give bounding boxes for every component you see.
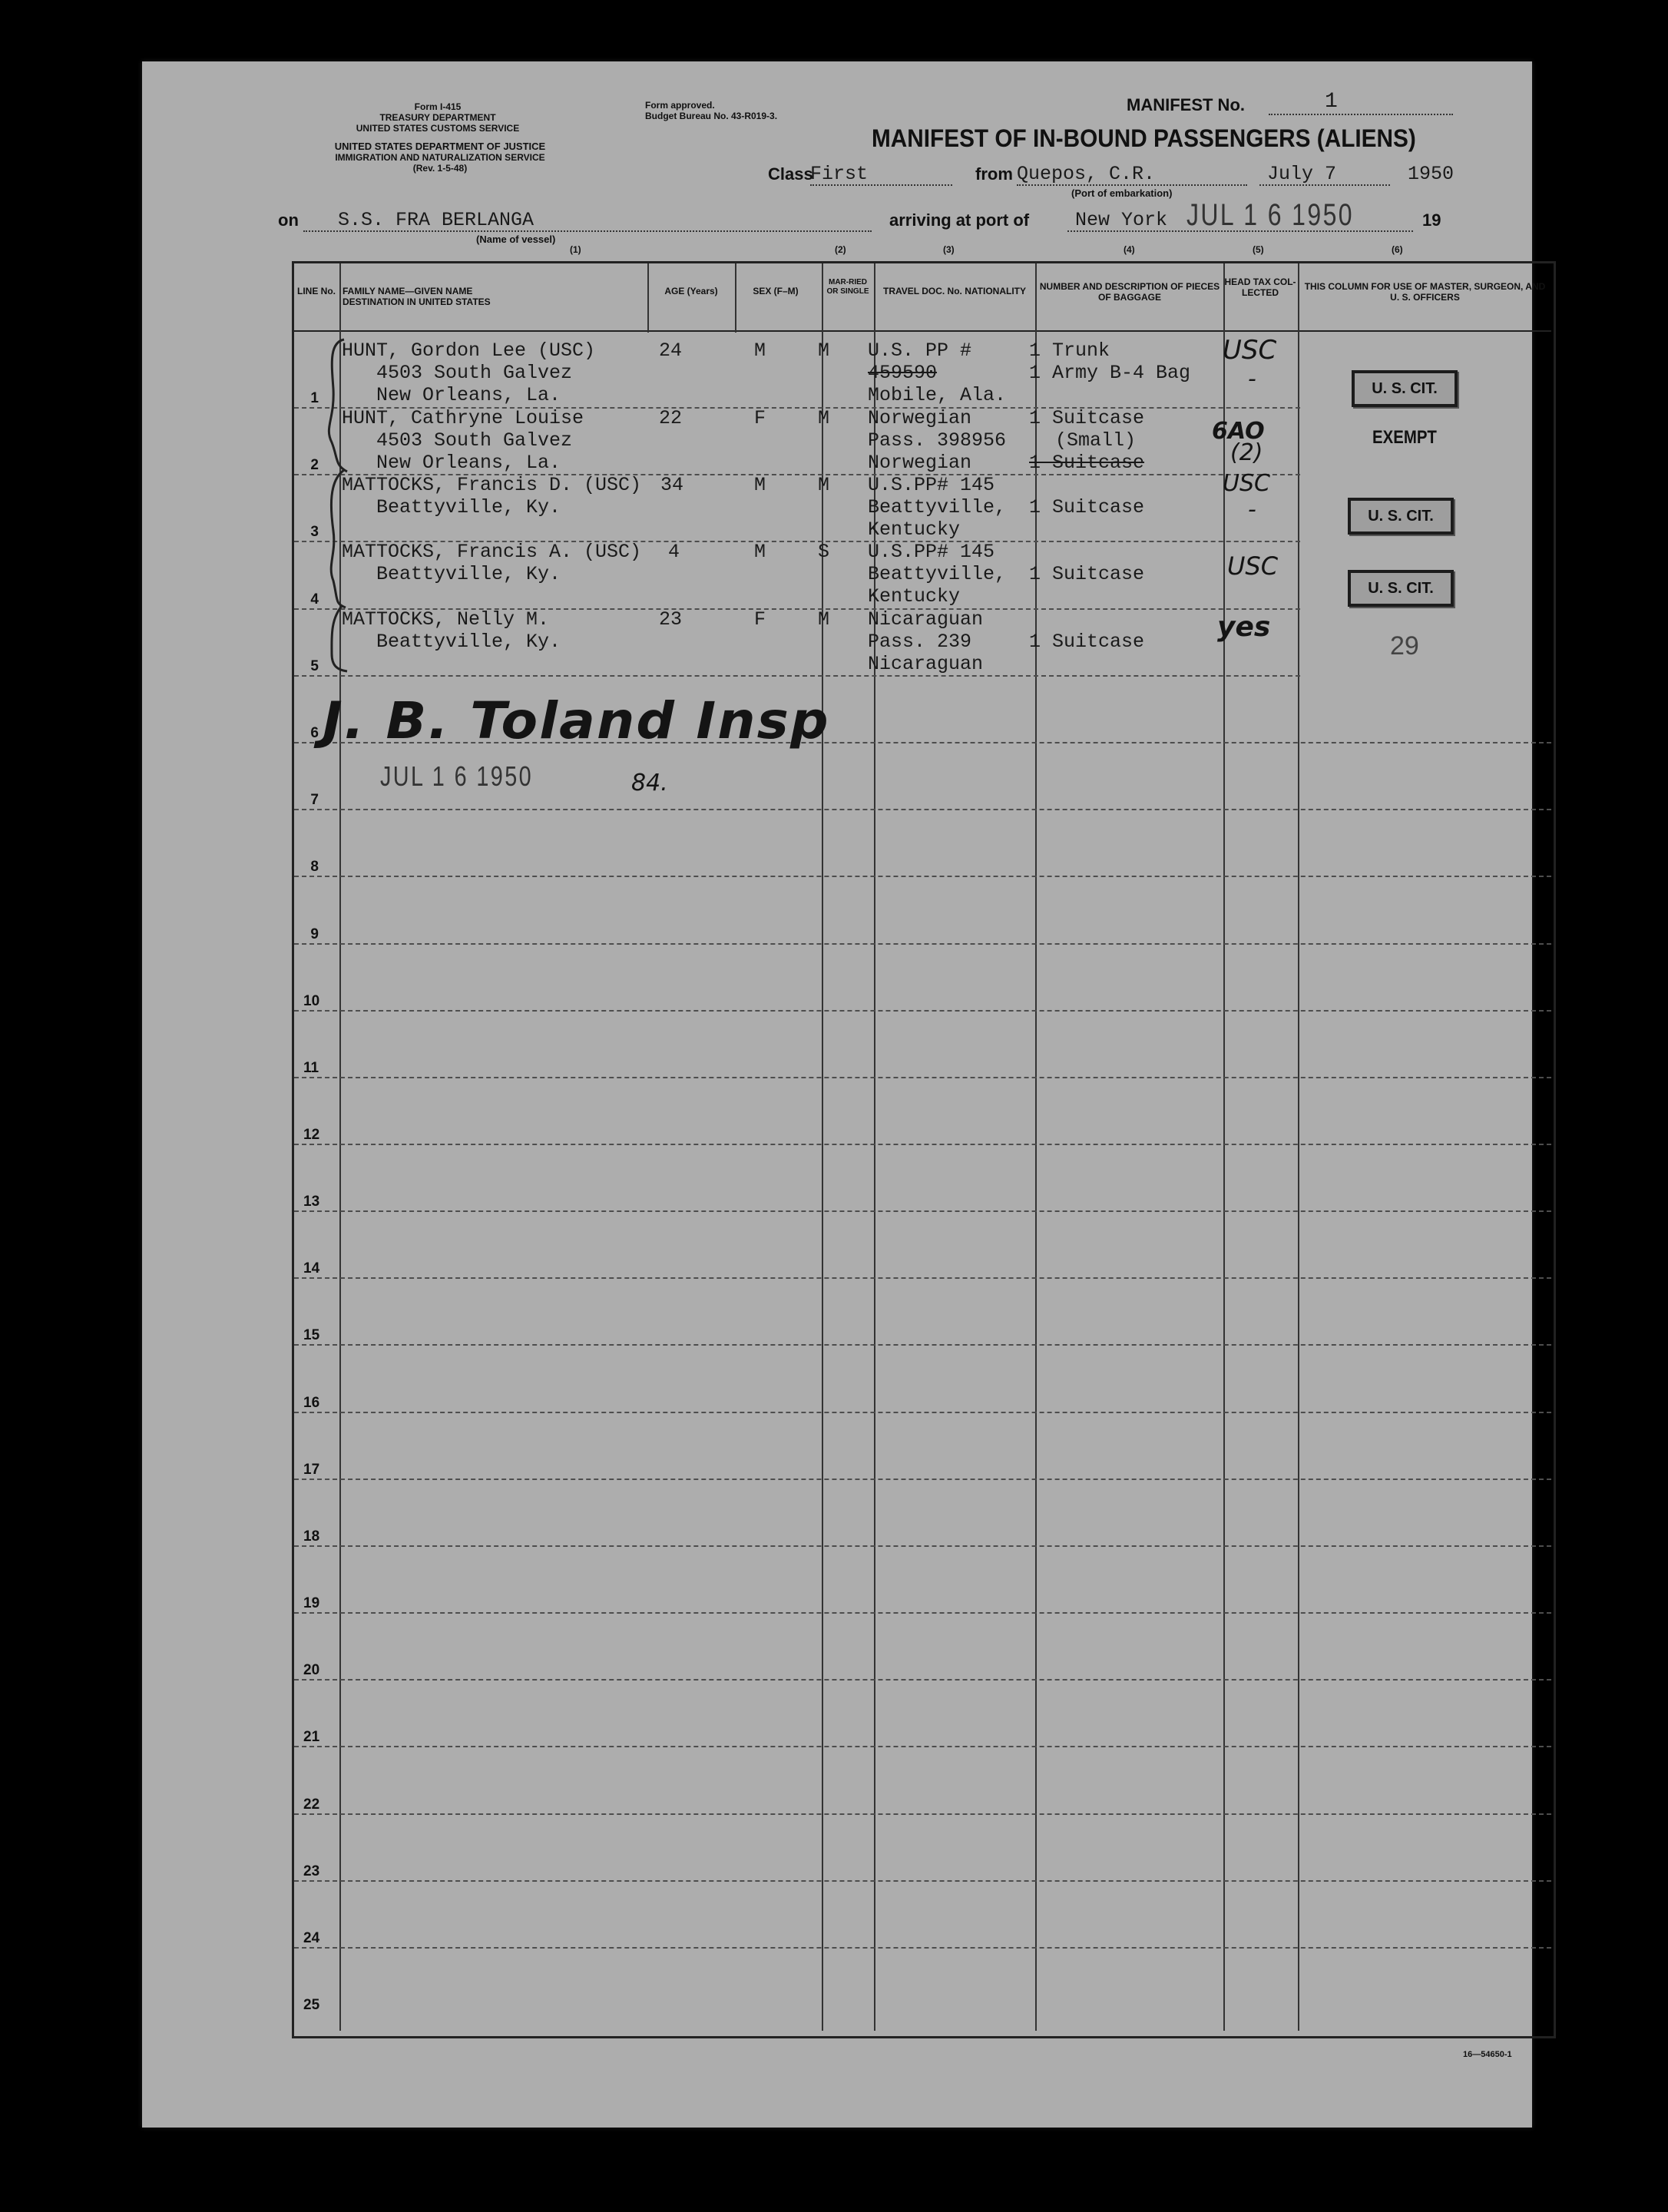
col-num-3: (3) [943, 244, 955, 255]
passenger-married: M [818, 474, 830, 496]
row-rule-13 [294, 1210, 1551, 1212]
year-prefix: 19 [1422, 210, 1441, 230]
line-number: 16 [303, 1395, 320, 1411]
class-value: First [810, 163, 869, 185]
page-title: MANIFEST OF IN-BOUND PASSENGERS (ALIENS) [872, 124, 1416, 152]
on-label: on [278, 210, 299, 230]
manifest-label: MANIFEST No. [1127, 95, 1245, 114]
passenger-sex: M [754, 541, 766, 563]
baggage: (Small) [1055, 429, 1137, 452]
row-rule-15 [294, 1344, 1551, 1346]
inspector-initials: 84. [631, 770, 668, 796]
row-rule-21 [294, 1746, 1551, 1747]
col-rule-age [735, 263, 736, 333]
line-number: 2 [310, 457, 319, 473]
passenger-address: Beattyville, Ky. [376, 496, 561, 518]
passenger-address: Beattyville, Ky. [376, 631, 561, 653]
head-tax-mark: (2) [1230, 439, 1263, 466]
baggage: 1 Suitcase [1029, 407, 1145, 429]
class-line [810, 184, 952, 186]
travel-doc: Mobile, Ala. [868, 384, 1007, 406]
col-rule-baggage [1223, 263, 1225, 2031]
baggage: 1 Suitcase [1029, 496, 1145, 518]
passenger-age: 4 [668, 541, 680, 563]
col-header-married: MAR-RIED OR SINGLE [826, 278, 869, 296]
col-num-6: (6) [1392, 244, 1403, 255]
passenger-sex: F [754, 407, 766, 429]
passenger-married: M [818, 339, 830, 362]
row-rule-20 [294, 1679, 1551, 1681]
manifest-no-line [1269, 114, 1453, 115]
line-number: 24 [303, 1930, 320, 1946]
from-label: from [975, 164, 1013, 184]
col-rule-tax [1298, 263, 1299, 2031]
head-tax: 6AO [1212, 418, 1265, 445]
line-number: 9 [310, 926, 319, 942]
row-rule-8 [294, 876, 1551, 877]
row-rule-17 [294, 1479, 1551, 1480]
head-tax: USC [1223, 470, 1270, 497]
head-tax-mark: - [1248, 366, 1256, 392]
line-number: 14 [303, 1260, 320, 1277]
col-header-travel-doc: TRAVEL DOC. No. NATIONALITY [883, 286, 1026, 296]
passenger-name: HUNT, Gordon Lee (USC) [342, 339, 596, 362]
line-number: 4 [310, 591, 319, 608]
port-caption: (Port of embarkation) [1071, 187, 1173, 199]
col-num-2: (2) [835, 244, 846, 255]
baggage: 1 Suitcase [1029, 563, 1145, 585]
row-rule-18 [294, 1545, 1551, 1547]
line-number: 3 [310, 524, 319, 540]
passenger-name: MATTOCKS, Francis D. (USC) [342, 474, 642, 496]
passenger-address: New Orleans, La. [376, 452, 561, 474]
line-number: 11 [303, 1060, 319, 1076]
travel-doc: Norwegian [868, 407, 972, 429]
passenger-age: 23 [659, 608, 683, 631]
travel-doc: Beattyville, [868, 563, 1007, 585]
travel-doc: U.S.PP# 145 [868, 541, 995, 563]
port-of-embarkation: Quepos, C.R. [1017, 163, 1156, 185]
passenger-address: 4503 South Galvez [376, 362, 573, 384]
row-rule-24 [294, 1947, 1551, 1949]
row-rule-5 [294, 675, 1300, 677]
col-rule-doc [1035, 263, 1037, 2031]
col-num-1: (1) [570, 244, 581, 255]
baggage: 1 Suitcase [1029, 452, 1145, 474]
col-header-baggage: NUMBER AND DESCRIPTION OF PIECES OF BAGGAGE [1039, 281, 1220, 303]
passenger-sex: M [754, 339, 766, 362]
col-rule-name [647, 263, 649, 333]
row-rule-7 [294, 809, 1551, 810]
line-number: 6 [310, 725, 319, 741]
passenger-age: 22 [659, 407, 683, 429]
vessel-name: S.S. FRA BERLANGA [338, 209, 534, 231]
line-number: 19 [303, 1595, 320, 1611]
officer-stamp: U. S. CIT. [1348, 570, 1454, 607]
head-tax: USC [1227, 551, 1279, 581]
arrival-date-stamp: JUL 1 6 1950 [1186, 198, 1354, 232]
officer-exempt-stamp: EXEMPT [1372, 427, 1437, 448]
inspection-date-stamp: JUL 1 6 1950 [380, 760, 534, 792]
line-number: 22 [303, 1796, 320, 1813]
line-number: 1 [310, 390, 319, 406]
passenger-sex: M [754, 474, 766, 496]
line-number: 13 [303, 1194, 320, 1210]
passenger-age: 24 [659, 339, 683, 362]
col-header-line-no: LINE No. [297, 286, 336, 296]
travel-doc: Kentucky [868, 518, 961, 541]
travel-doc: U.S. PP # [868, 339, 972, 362]
header-rule [294, 330, 1551, 332]
head-tax: USC [1223, 335, 1277, 366]
manifest-number: 1 [1325, 90, 1338, 114]
line-number: 10 [303, 993, 320, 1009]
travel-doc: U.S.PP# 145 [868, 474, 995, 496]
line-number: 5 [310, 658, 319, 674]
col-header-sex: SEX (F–M) [753, 286, 799, 296]
row-rule-23 [294, 1880, 1551, 1882]
row-rule-16 [294, 1412, 1551, 1413]
arrival-line [1067, 230, 1413, 232]
embark-year: 1950 [1408, 163, 1455, 185]
passenger-married: S [818, 541, 830, 563]
line-number: 25 [303, 1997, 320, 2013]
baggage: 1 Suitcase [1029, 631, 1145, 653]
inspector-signature: J. B. Toland Insp [323, 691, 830, 750]
passenger-name: HUNT, Cathryne Louise [342, 407, 584, 429]
line-number: 12 [303, 1127, 320, 1143]
row-rule-9 [294, 943, 1551, 945]
form-approved: Form approved. Budget Bureau No. 43-R019-3. [645, 100, 778, 121]
passenger-address: New Orleans, La. [376, 384, 561, 406]
arriving-label: arriving at port of [889, 210, 1030, 230]
col-num-4: (4) [1124, 244, 1135, 255]
form-info: Form I-415 TREASURY DEPARTMENT UNITED STATES CUSTOMS SERVICE [356, 101, 520, 134]
row-rule-11 [294, 1077, 1551, 1078]
passenger-address: Beattyville, Ky. [376, 563, 561, 585]
travel-doc: Nicaraguan [868, 653, 984, 675]
head-tax: yes [1217, 611, 1271, 643]
travel-doc: Kentucky [868, 585, 961, 608]
vessel-caption: (Name of vessel) [476, 233, 556, 245]
vessel-line [303, 230, 872, 232]
line-number: 17 [303, 1462, 320, 1478]
passenger-married: M [818, 608, 830, 631]
arrival-port: New York [1075, 209, 1168, 231]
row-rule-19 [294, 1612, 1551, 1614]
officer-stamp: U. S. CIT. [1352, 370, 1458, 407]
line-number: 15 [303, 1327, 320, 1343]
port-line [1017, 184, 1247, 186]
line-number: 18 [303, 1528, 320, 1545]
passenger-name: MATTOCKS, Francis A. (USC) [342, 541, 642, 563]
baggage: 1 Army B-4 Bag [1029, 362, 1191, 384]
line-number: 23 [303, 1863, 320, 1879]
row-rule-12 [294, 1144, 1551, 1145]
travel-doc: Beattyville, [868, 496, 1007, 518]
travel-doc: 459590 [868, 362, 938, 384]
col-rule-sex [822, 263, 823, 2031]
date-line [1259, 184, 1390, 186]
col-header-officers: THIS COLUMN FOR USE OF MASTER, SURGEON, AND U. S. OFFICERS [1304, 281, 1546, 303]
passenger-age: 34 [660, 474, 684, 496]
line-number: 7 [310, 792, 319, 808]
officer-stamp: U. S. CIT. [1348, 498, 1454, 535]
passenger-address: 4503 South Galvez [376, 429, 573, 452]
baggage: 1 Trunk [1029, 339, 1110, 362]
col-num-5: (5) [1253, 244, 1264, 255]
col-header-age: AGE (Years) [664, 286, 718, 296]
footer-form-code: 16—54650-1 [1463, 2050, 1512, 2059]
col-header-head-tax: HEAD TAX COL-LECTED [1224, 276, 1296, 298]
col-header-name: FAMILY NAME—GIVEN NAME DESTINATION IN UNITED STATES [343, 286, 491, 307]
department-block: UNITED STATES DEPARTMENT OF JUSTICE IMMIGRATION AND NATURALIZATION SERVICE (Rev. 1-5-48) [334, 141, 546, 174]
class-label: Class [768, 164, 813, 184]
row-rule-10 [294, 1010, 1551, 1012]
travel-doc: Pass. 239 [868, 631, 972, 653]
travel-doc: Pass. 398956 [868, 429, 1007, 452]
passenger-married: M [818, 407, 830, 429]
passenger-name: MATTOCKS, Nelly M. [342, 608, 550, 631]
head-tax-mark: - [1248, 496, 1256, 523]
travel-doc: Norwegian [868, 452, 972, 474]
row-rule-22 [294, 1813, 1551, 1815]
line-number: 20 [303, 1662, 320, 1678]
row-rule-14 [294, 1277, 1551, 1279]
officer-mark: 29 [1390, 631, 1419, 661]
line-number: 21 [303, 1729, 320, 1745]
embark-date: July 7 [1267, 163, 1337, 185]
passenger-sex: F [754, 608, 766, 631]
line-number: 8 [310, 859, 319, 875]
travel-doc: Nicaraguan [868, 608, 984, 631]
